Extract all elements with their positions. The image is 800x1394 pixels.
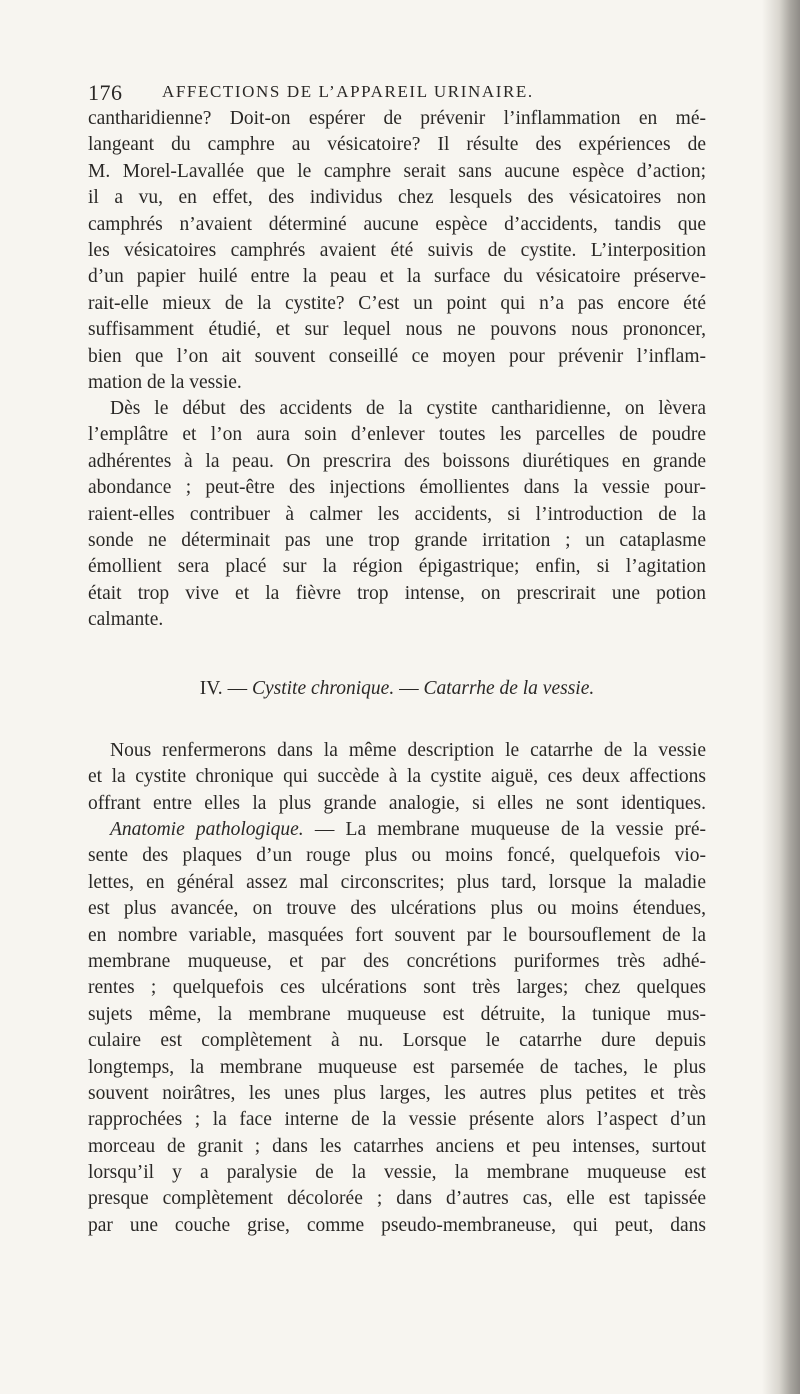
text-line: bien que l’on ait souvent conseillé ce moyen pour prévenir l’inflam-: [88, 345, 706, 367]
text-line: raient-elles contribuer à calmer les accidents, si l’introduction de la: [88, 503, 706, 525]
heading-dash: —: [227, 678, 248, 699]
text-line: en nombre variable, masquées fort souvent par le boursouflement de la: [88, 924, 706, 946]
running-title: AFFECTIONS DE L’APPAREIL URINAIRE.: [162, 82, 534, 101]
text-line: lorsqu’il y a paralysie de la vessie, la membrane muqueuse est: [88, 1162, 706, 1184]
text-line: presque complètement décolorée ; dans d’autres cas, elle est tapissée: [88, 1188, 706, 1210]
text-line: adhérentes à la peau. On prescrira des boissons diurétiques en grande: [88, 450, 706, 472]
text-line: les vésicatoires camphrés avaient été suivis de cystite. L’interposition: [88, 239, 706, 261]
text-line: émollient sera placé sur la région épigastrique; enfin, si l’agitation: [88, 556, 706, 578]
text-line: l’emplâtre et l’on aura soin d’enlever toutes les parcelles de poudre: [88, 424, 706, 446]
text-line: calmante.: [88, 609, 164, 631]
heading-title-1: Cystite chronique.: [251, 678, 395, 699]
subsection-title: Anatomie pathologique.: [110, 819, 304, 840]
text-line: M. Morel-Lavallée que le camphre serait sans aucune espèce d’action;: [88, 160, 706, 182]
text-line: camphrés n’avaient déterminé aucune espèce d’accidents, tandis que: [88, 213, 706, 235]
text-line: rapprochées ; la face interne de la vessie présente alors l’aspect d’un: [88, 1109, 706, 1131]
text-line: par une couche grise, comme pseudo-membraneuse, qui peut, dans: [88, 1214, 706, 1236]
paragraph-4: [88, 817, 706, 1239]
section-heading: [88, 676, 706, 702]
text-line: Dès le début des accidents de la cystite cantharidienne, on lèvera: [110, 398, 706, 419]
text-line: Nous renfermerons dans la même description le catarrhe de la vessie: [110, 740, 706, 761]
text-line: et la cystite chronique qui succède à la cystite aiguë, ces deux affections: [88, 766, 706, 788]
section-number: IV.: [199, 678, 223, 699]
page-header: [88, 80, 708, 104]
text-line: souvent noirâtres, les unes plus larges, les autres plus petites et très: [88, 1082, 706, 1104]
text-line: d’un papier huilé entre la peau et la surface du vésicatoire préserve-: [88, 266, 706, 288]
text-line: rait-elle mieux de la cystite? C’est un point qui n’a pas encore été: [88, 292, 706, 314]
text-line: sonde ne déterminait pas une trop grande irritation ; un cataplasme: [88, 529, 706, 551]
page-number: 176: [88, 80, 123, 105]
text-line: culaire est complètement à nu. Lorsque le catarrhe dure depuis: [88, 1030, 706, 1052]
text-line: il a vu, en effet, des individus chez lesquels des vésicatoires non: [88, 187, 706, 209]
text-line: suffisamment étudié, et sur lequel nous ne pouvons nous prononcer,: [88, 319, 706, 341]
text-line: est plus avancée, on trouve des ulcérations plus ou moins étendues,: [88, 898, 706, 920]
text-line: sujets même, la membrane muqueuse est détruite, la tunique mus-: [88, 1003, 706, 1025]
text-line: cantharidienne? Doit-on espérer de prévenir l’inflammation en mé-: [88, 108, 706, 129]
text-line: était trop vive et la fièvre trop intense, on prescrirait une potion: [88, 582, 706, 604]
text-line: rentes ; quelquefois ces ulcérations sont très larges; chez quelques: [88, 977, 706, 999]
heading-title-2: Catarrhe de la vessie.: [423, 678, 595, 699]
text-line: langeant du camphre au vésicatoire? Il résulte des expériences de: [88, 134, 706, 156]
text-line: membrane muqueuse, et par des concrétions puriformes très adhé-: [88, 950, 706, 972]
text-line: morceau de granit ; dans les catarrhes anciens et peu intenses, surtout: [88, 1135, 706, 1157]
lead-text: — La membrane muqueuse de la vessie pré-: [314, 819, 706, 840]
paragraph-2: [88, 396, 706, 634]
paragraph-3: [88, 738, 706, 817]
heading-dash: —: [399, 678, 419, 699]
text-line: lettes, en général assez mal circonscrites; plus tard, lorsque la maladie: [88, 871, 706, 893]
text-line: abondance ; peut-être des injections émollientes dans la vessie pour-: [88, 477, 706, 499]
text-line-lead: [88, 817, 706, 843]
text-line: mation de la vessie.: [88, 371, 242, 393]
text-line: sente des plaques d’un rouge plus ou moins foncé, quelquefois vio-: [88, 845, 706, 867]
text-line: longtemps, la membrane muqueuse est parsemée de taches, le plus: [88, 1056, 706, 1078]
text-line: offrant entre elles la plus grande analogie, si elles ne sont identiques.: [88, 792, 706, 814]
page-edge-shadow: [762, 0, 800, 1394]
paragraph-1: [88, 106, 706, 396]
